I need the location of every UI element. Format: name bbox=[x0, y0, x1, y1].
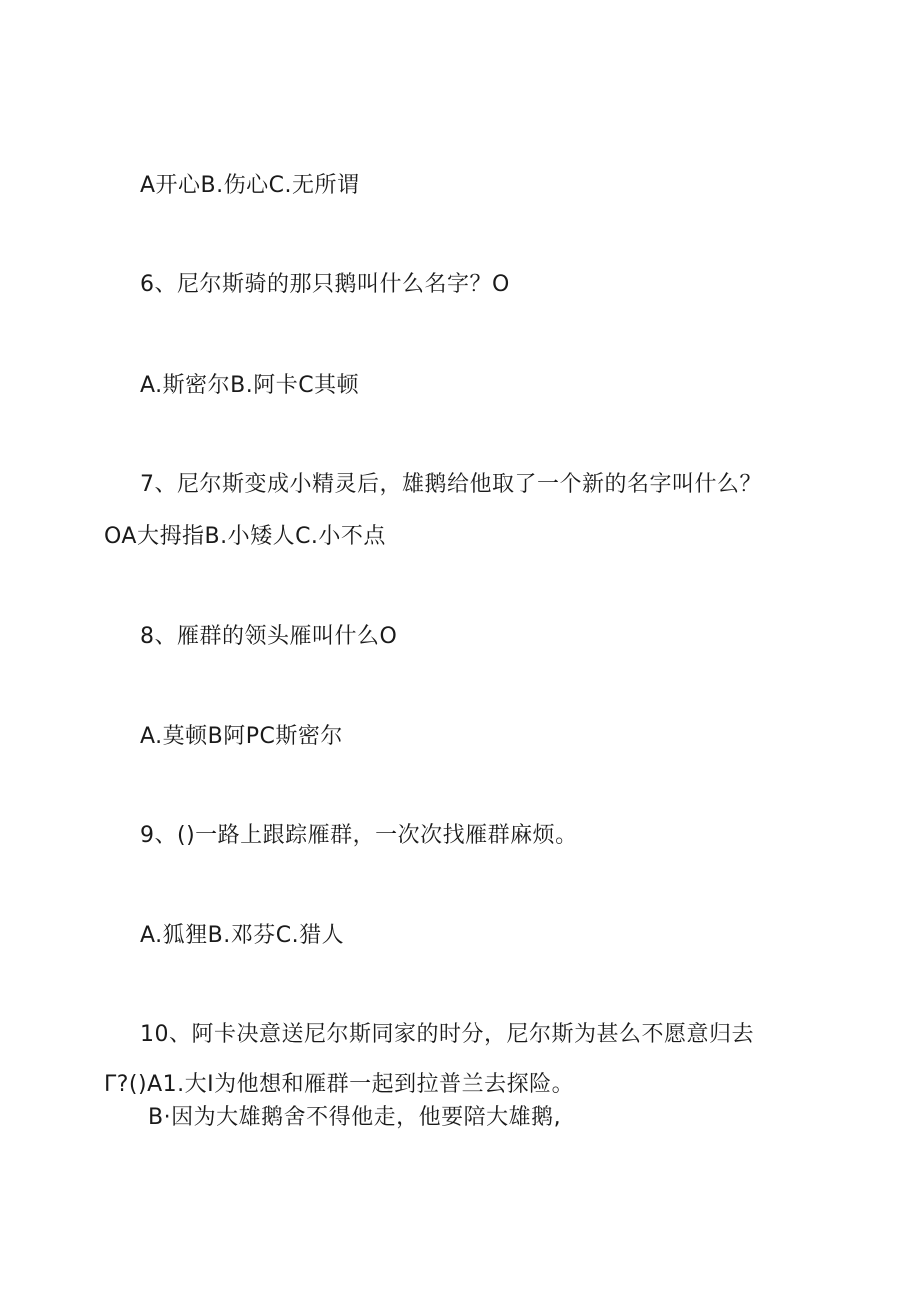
q10-question: 10、阿卡决意送尼尔斯同家的时分，尼尔斯为甚么不愿意归去 bbox=[140, 1022, 754, 1047]
q10-option-a: Γ?()A1.大I为他想和雁群一起到拉普兰去探险。 bbox=[104, 1072, 575, 1097]
q7-question: 7、尼尔斯变成小精灵后，雄鹅给他取了一个新的名字叫什么？ bbox=[140, 472, 762, 497]
q6-options: A.斯密尔B.阿卡C其顿 bbox=[140, 373, 360, 398]
q7-options: OA大拇指B.小矮人C.小不点 bbox=[104, 524, 386, 549]
q9-options: A.狐狸B.邓芬C.猎人 bbox=[140, 923, 345, 948]
q10-option-b: B·因为大雄鹅舍不得他走，他要陪大雄鹅, bbox=[148, 1105, 562, 1130]
q9-question: 9、()一路上跟踪雁群，一次次找雁群麻烦。 bbox=[140, 823, 578, 848]
q5-options: A开心B.伤心C.无所谓 bbox=[140, 173, 360, 198]
q8-question: 8、雁群的领头雁叫什么O bbox=[140, 624, 398, 649]
q6-question: 6、尼尔斯骑的那只鹅叫什么名字？O bbox=[140, 272, 510, 297]
q8-options: A.莫顿B阿PC斯密尔 bbox=[140, 724, 343, 749]
